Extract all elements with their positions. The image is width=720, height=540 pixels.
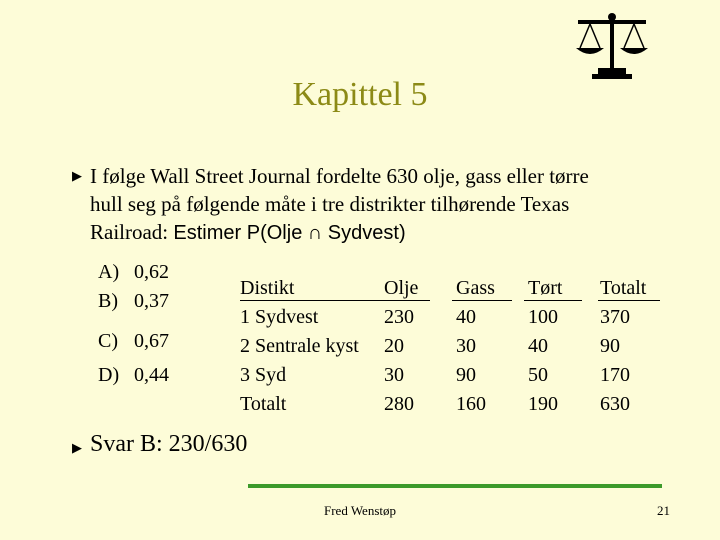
table-cell: 20 xyxy=(384,335,404,357)
table-header: Totalt xyxy=(600,277,647,299)
table-cell: 30 xyxy=(384,364,404,386)
option-value: 0,37 xyxy=(134,290,169,312)
table-cell: Totalt xyxy=(240,393,287,415)
question-estimate: Estimer P(Olje ∩ Sydvest) xyxy=(173,222,406,244)
table-cell: 190 xyxy=(528,393,558,415)
option-letter: A) xyxy=(98,261,120,283)
triangle-bullet-icon: ▶ xyxy=(72,168,82,183)
question-railroad: Railroad: xyxy=(90,220,169,244)
table-cell: 170 xyxy=(600,364,630,386)
table-cell: 90 xyxy=(600,335,620,357)
table-header: Gass xyxy=(456,277,495,299)
table-cell: 230 xyxy=(384,306,414,328)
table-header: Distikt xyxy=(240,277,295,299)
question-line-3 xyxy=(90,218,690,247)
table-cell: 630 xyxy=(600,393,630,415)
header-underline xyxy=(452,300,512,301)
question-text xyxy=(90,162,690,247)
option-letter: C) xyxy=(98,330,118,352)
question-line-1: I følge Wall Street Journal fordelte 630 olje, gass eller tørre xyxy=(90,164,589,188)
option-value: 0,62 xyxy=(134,261,169,283)
slide-title: Kapittel 5 xyxy=(292,76,428,113)
table-cell: 160 xyxy=(456,393,486,415)
answer-text: Svar B: 230/630 xyxy=(90,431,248,457)
page-number: 21 xyxy=(657,503,670,518)
table-cell: 40 xyxy=(456,306,476,328)
table-cell: 40 xyxy=(528,335,548,357)
table-header: Tørt xyxy=(528,277,563,299)
header-underline xyxy=(598,300,660,301)
scales-of-justice-icon xyxy=(572,10,652,80)
header-underline xyxy=(524,300,582,301)
question-line-2: hull seg på følgende måte i tre distrikter tilhørende Texas xyxy=(90,192,570,216)
table-cell: 50 xyxy=(528,364,548,386)
table-cell: 370 xyxy=(600,306,630,328)
table-cell: 2 Sentrale kyst xyxy=(240,335,359,357)
option-value: 0,44 xyxy=(134,364,169,386)
footer-author: Fred Wenstøp xyxy=(323,503,396,518)
triangle-bullet-icon: ▶ xyxy=(72,440,82,455)
table-cell: 90 xyxy=(456,364,476,386)
table-cell: 3 Syd xyxy=(240,364,287,386)
option-letter: D) xyxy=(98,364,120,386)
table-cell: 30 xyxy=(456,335,476,357)
option-letter: B) xyxy=(98,290,118,312)
table-header: Olje xyxy=(384,277,419,299)
table-cell: 1 Sydvest xyxy=(240,306,319,328)
table-cell: 280 xyxy=(384,393,414,415)
header-underline xyxy=(240,300,430,301)
option-value: 0,67 xyxy=(134,330,169,352)
table-cell: 100 xyxy=(528,306,558,328)
footer-rule xyxy=(248,484,662,488)
